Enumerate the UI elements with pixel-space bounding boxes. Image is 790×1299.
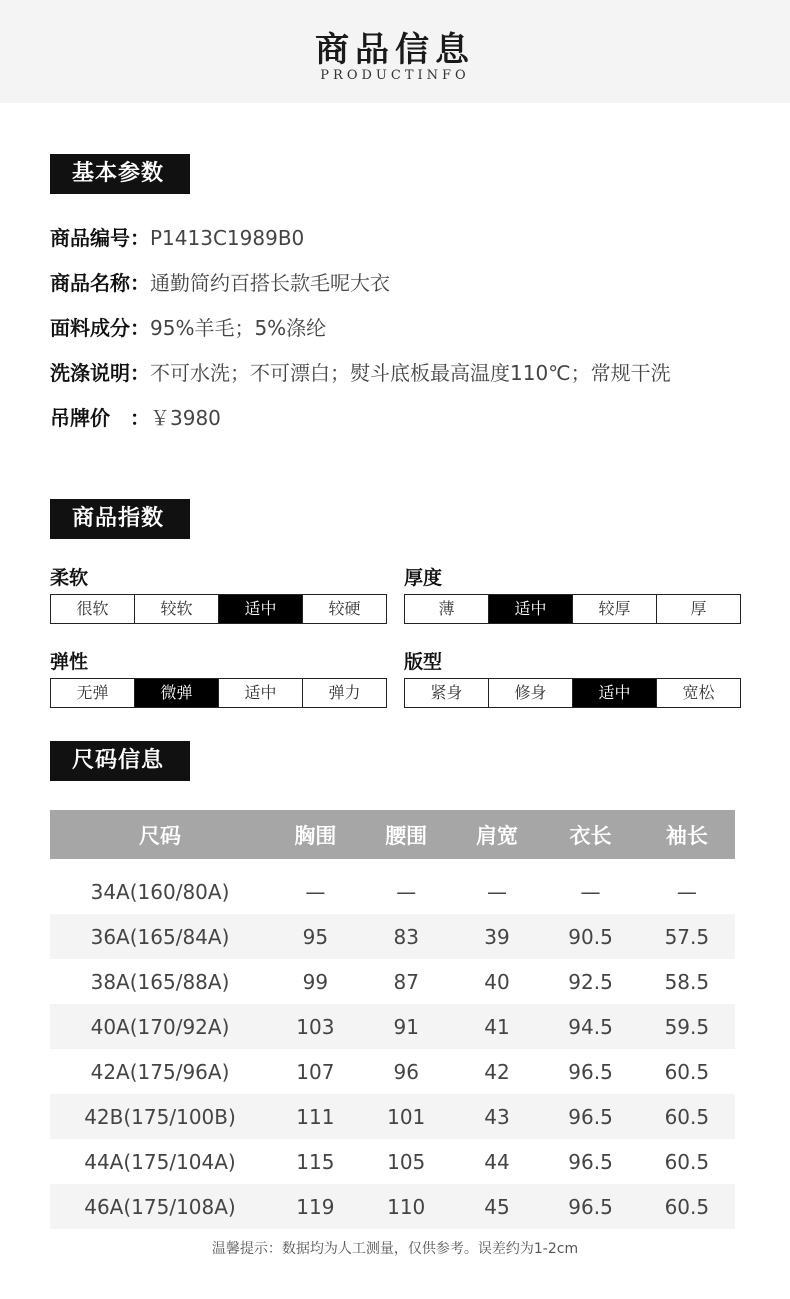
index-option: 紧身 (430, 683, 463, 702)
size-value-cell: 83 (361, 914, 452, 959)
table-row (50, 1004, 735, 1049)
size-value-cell: 103 (270, 1004, 361, 1049)
size-value-cell: 94.5 (542, 1004, 638, 1049)
index-title: 版型 (404, 651, 443, 673)
param-row-sku (50, 222, 304, 251)
size-value-cell: 96.5 (542, 1184, 638, 1229)
size-label-cell: 34A(160/80A) (90, 879, 230, 904)
size-value-cell: 107 (296, 1059, 335, 1084)
size-value-cell: — (486, 879, 507, 904)
table-row (50, 959, 735, 1004)
index-option: 宽松 (656, 679, 740, 707)
size-value-cell: 60.5 (639, 1094, 735, 1139)
size-label-cell: 38A(165/88A) (90, 969, 230, 994)
index-option: 较软 (134, 595, 218, 623)
param-label: 面料成分： (50, 316, 150, 340)
size-value-cell: — (580, 879, 601, 904)
param-row-washing (50, 357, 671, 386)
header-banner (0, 0, 790, 103)
size-header-cell: 胸围 (270, 810, 361, 859)
size-value-cell: 42 (484, 1059, 510, 1084)
size-header-cell: 衣长 (542, 810, 638, 859)
index-group (404, 565, 741, 624)
table-row (50, 1094, 735, 1139)
index-group (50, 649, 387, 708)
param-value: 通勤简约百搭长款毛呢大衣 (150, 271, 390, 295)
index-option-selected: 适中 (572, 679, 656, 707)
page-subtitle: PRODUCTINFO (320, 68, 470, 83)
size-value-cell: 87 (393, 969, 419, 994)
size-value-cell: 96.5 (568, 1149, 613, 1174)
param-label: 商品编号： (50, 226, 150, 250)
size-value-cell: 40 (484, 969, 510, 994)
param-value: P1413C1989B0 (150, 226, 305, 250)
size-label-cell: 42A(175/96A) (90, 1059, 230, 1084)
size-value-cell: 96 (393, 1059, 419, 1084)
section-tag-size: 尺码信息 (50, 741, 190, 781)
index-option-selected: 适中 (488, 595, 572, 623)
size-value-cell: 111 (270, 1094, 361, 1139)
index-option: 无弹 (76, 683, 109, 702)
size-table-header (50, 810, 735, 859)
table-row (50, 1184, 735, 1229)
index-group (404, 649, 741, 708)
size-header-cell: 肩宽 (452, 810, 543, 859)
index-option: 弹力 (302, 679, 386, 707)
index-group (50, 565, 387, 624)
size-value-cell: 96.5 (568, 1059, 613, 1084)
size-value-cell: 58.5 (664, 969, 710, 994)
section-tag-basic: 基本参数 (50, 154, 190, 194)
size-value-cell: 60.5 (664, 1059, 710, 1084)
size-value-cell: 60.5 (639, 1184, 735, 1229)
measurement-note: 温馨提示：数据均为人工测量，仅供参考。误差约为1-2cm (211, 1241, 579, 1257)
size-value-cell: — (305, 879, 326, 904)
table-row (50, 914, 735, 959)
size-value-cell: 60.5 (664, 1149, 710, 1174)
size-value-cell: 59.5 (639, 1004, 735, 1049)
index-option: 很软 (76, 599, 109, 618)
size-table (50, 810, 735, 1229)
size-value-cell: 119 (270, 1184, 361, 1229)
size-value-cell: 44 (484, 1149, 510, 1174)
size-label-cell: 36A(165/84A) (50, 914, 270, 959)
table-spacer (50, 859, 735, 869)
param-row-name (50, 267, 390, 296)
size-value-cell: 95 (270, 914, 361, 959)
param-row-fabric (50, 312, 326, 341)
index-scale (50, 678, 387, 708)
size-value-cell: 101 (361, 1094, 452, 1139)
size-header-cell: 腰围 (361, 810, 452, 859)
size-value-cell: 110 (361, 1184, 452, 1229)
param-row-price (50, 402, 221, 431)
size-value-cell: 92.5 (568, 969, 613, 994)
param-value: ￥3980 (150, 406, 221, 430)
size-header-cell: 尺码 (50, 810, 270, 859)
param-value: 95%羊毛；5%涤纶 (150, 316, 327, 340)
index-title: 弹性 (50, 651, 89, 673)
size-value-cell: 115 (296, 1149, 335, 1174)
index-option: 薄 (438, 599, 455, 618)
size-value-cell: 45 (452, 1184, 543, 1229)
size-value-cell: 39 (452, 914, 543, 959)
index-option: 修身 (488, 679, 572, 707)
size-value-cell: 99 (302, 969, 329, 994)
size-label-cell: 44A(175/104A) (84, 1149, 236, 1174)
index-option: 厚 (656, 595, 740, 623)
table-row (50, 869, 735, 914)
size-value-cell: — (676, 879, 697, 904)
size-label-cell: 46A(175/108A) (50, 1184, 270, 1229)
size-value-cell: 96.5 (542, 1094, 638, 1139)
param-label: 商品名称： (50, 271, 150, 295)
size-value-cell: 105 (387, 1149, 426, 1174)
index-scale (404, 594, 741, 624)
table-row (50, 1139, 735, 1184)
size-value-cell: 57.5 (639, 914, 735, 959)
index-scale (404, 678, 741, 708)
index-option: 较厚 (572, 595, 656, 623)
size-value-cell: 41 (452, 1004, 543, 1049)
table-row (50, 1049, 735, 1094)
index-option-selected: 适中 (218, 595, 302, 623)
param-value: 不可水洗；不可漂白；熨斗底板最高温度110℃；常规干洗 (150, 361, 671, 385)
size-label-cell: 40A(170/92A) (50, 1004, 270, 1049)
param-label: 吊牌价 ： (50, 406, 150, 430)
index-option: 较硬 (302, 595, 386, 623)
size-value-cell: 43 (452, 1094, 543, 1139)
size-value-cell: 90.5 (542, 914, 638, 959)
size-label-cell: 42B(175/100B) (50, 1094, 270, 1139)
index-scale (50, 594, 387, 624)
size-header-cell: 袖长 (639, 810, 735, 859)
param-label: 洗涤说明： (50, 361, 150, 385)
index-title: 柔软 (50, 567, 89, 589)
index-title: 厚度 (404, 567, 443, 589)
index-option-selected: 微弹 (134, 679, 218, 707)
page-title: 商品信息 (315, 30, 475, 70)
index-option: 适中 (218, 679, 302, 707)
size-value-cell: — (396, 879, 417, 904)
section-tag-index: 商品指数 (50, 499, 190, 539)
size-value-cell: 91 (361, 1004, 452, 1049)
